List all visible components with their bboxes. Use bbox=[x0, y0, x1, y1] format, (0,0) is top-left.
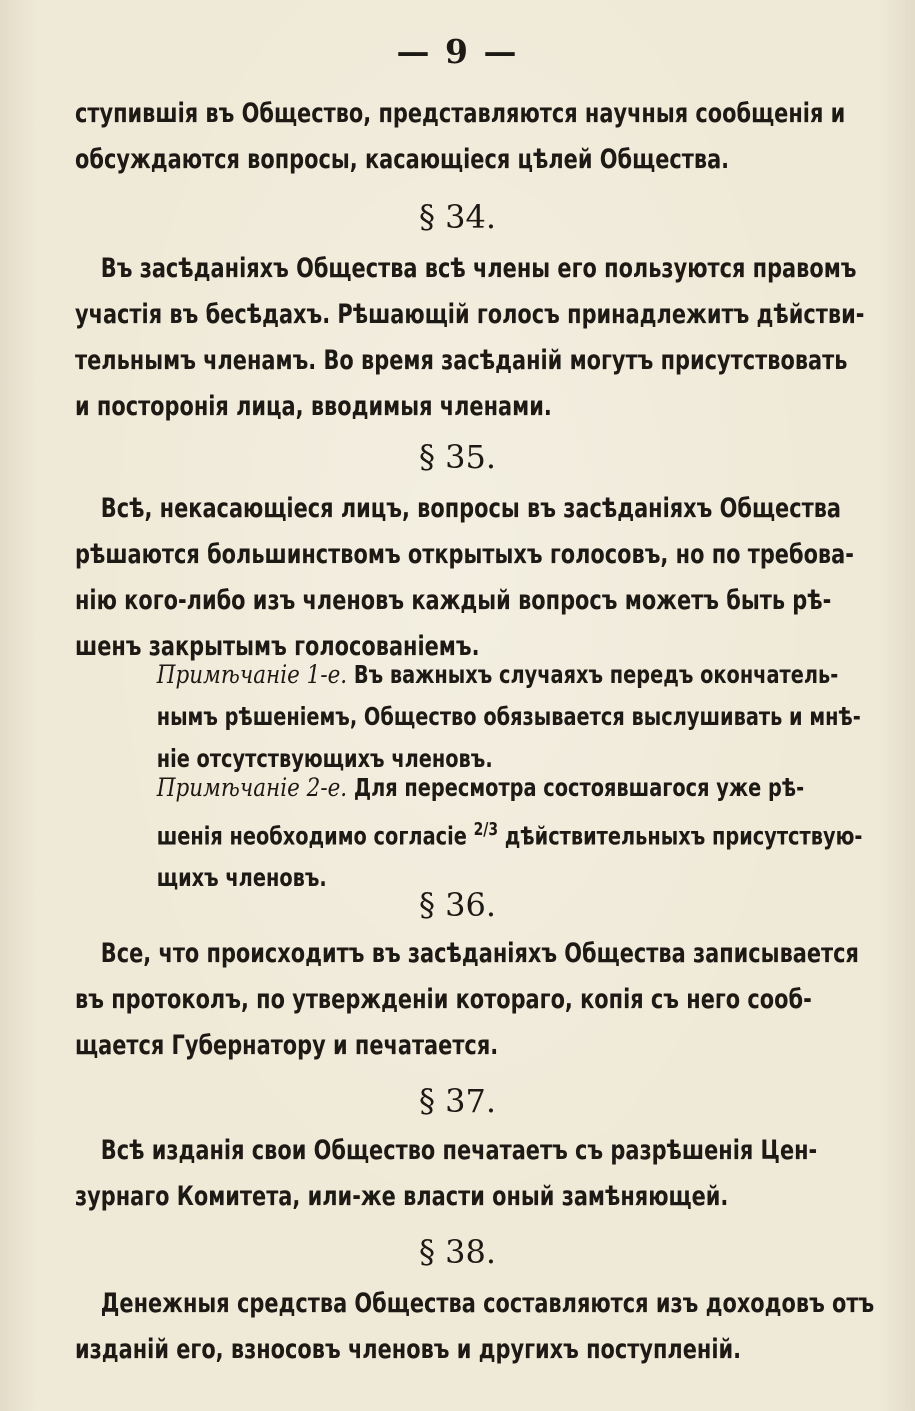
text-line: рѣшаются большинствомъ открытыхъ голосовъ, но по требова- bbox=[75, 539, 854, 570]
text-line: Въ важныхъ случаяхъ передъ окончатель- bbox=[347, 660, 839, 689]
note-2 bbox=[75, 767, 863, 899]
note-1 bbox=[75, 654, 861, 780]
note-2-label: Примѣчанiе 2-е. bbox=[156, 773, 348, 802]
section-heading-37: § 37. bbox=[418, 1082, 497, 1120]
section-heading-34: § 34. bbox=[418, 198, 497, 236]
text-line: участiя въ бесѣдахъ. Рѣшающiй голосъ принадлежитъ дѣйстви- bbox=[75, 299, 865, 330]
text-line: нымъ рѣшенiемъ, Общество обязывается выслушивать и мнѣ- bbox=[156, 702, 861, 731]
text-line: тельнымъ членамъ. Во время засѣданiй могутъ присутствовать bbox=[75, 345, 848, 376]
text-line: и посторонiя лица, вводимыя членами. bbox=[75, 391, 552, 422]
section-36-paragraph bbox=[75, 931, 859, 1069]
text-line: нiю кого-либо изъ членовъ каждый вопросъ можетъ быть рѣ- bbox=[75, 585, 832, 616]
text-line: нiе отсутствующихъ членовъ. bbox=[156, 744, 493, 773]
text-line: въ протоколъ, по утвержденiи котораго, копiя съ него сооб- bbox=[75, 984, 812, 1015]
section-heading-35: § 35. bbox=[418, 438, 497, 476]
page-number: — 9 — bbox=[396, 32, 519, 71]
fraction-two-thirds: 2/3 bbox=[473, 819, 499, 840]
section-35-paragraph bbox=[75, 486, 854, 670]
note-1-label: Примѣчанiе 1-е. bbox=[156, 660, 348, 689]
section-34-paragraph bbox=[75, 246, 865, 430]
text-line: Всѣ изданiя свои Общество печатаетъ съ разрѣшенiя Цен- bbox=[100, 1135, 818, 1166]
text-line: Денежныя средства Общества составляются изъ доходовъ отъ bbox=[100, 1288, 875, 1319]
section-heading-38: § 38. bbox=[418, 1233, 497, 1271]
text-line: шенъ закрытымъ голосованiемъ. bbox=[75, 631, 480, 662]
text-line: обсуждаются вопросы, касающiеся цѣлей Общества. bbox=[75, 144, 730, 175]
text-line: Всѣ, некасающiеся лицъ, вопросы въ засѣданiяхъ Общества bbox=[100, 493, 842, 524]
text-line: щается Губернатору и печатается. bbox=[75, 1030, 499, 1061]
text-line: шенiя необходимо согласiе bbox=[156, 821, 474, 851]
text-line: зурнаго Комитета, или-же власти оный замѣняющей. bbox=[75, 1181, 729, 1212]
text-line: ступившiя въ Общество, представляются научныя сообщенiя и bbox=[75, 98, 846, 129]
text-line: щихъ членовъ. bbox=[156, 863, 327, 893]
intro-paragraph bbox=[75, 91, 846, 183]
text-line: Для пересмотра состоявшагося уже рѣ- bbox=[347, 773, 805, 802]
text-line: дѣйствительныхъ присутствую- bbox=[498, 821, 863, 851]
section-37-paragraph bbox=[75, 1128, 840, 1220]
text-line: Все, что происходитъ въ засѣданiяхъ Общества записывается bbox=[100, 938, 859, 969]
text-line: изданiй его, взносовъ членовъ и другихъ поступленiй. bbox=[75, 1334, 742, 1365]
text-line: Въ засѣданiяхъ Общества всѣ члены его пользуются правомъ bbox=[100, 253, 857, 284]
section-38-paragraph bbox=[75, 1281, 875, 1373]
section-heading-36: § 36. bbox=[418, 886, 497, 924]
